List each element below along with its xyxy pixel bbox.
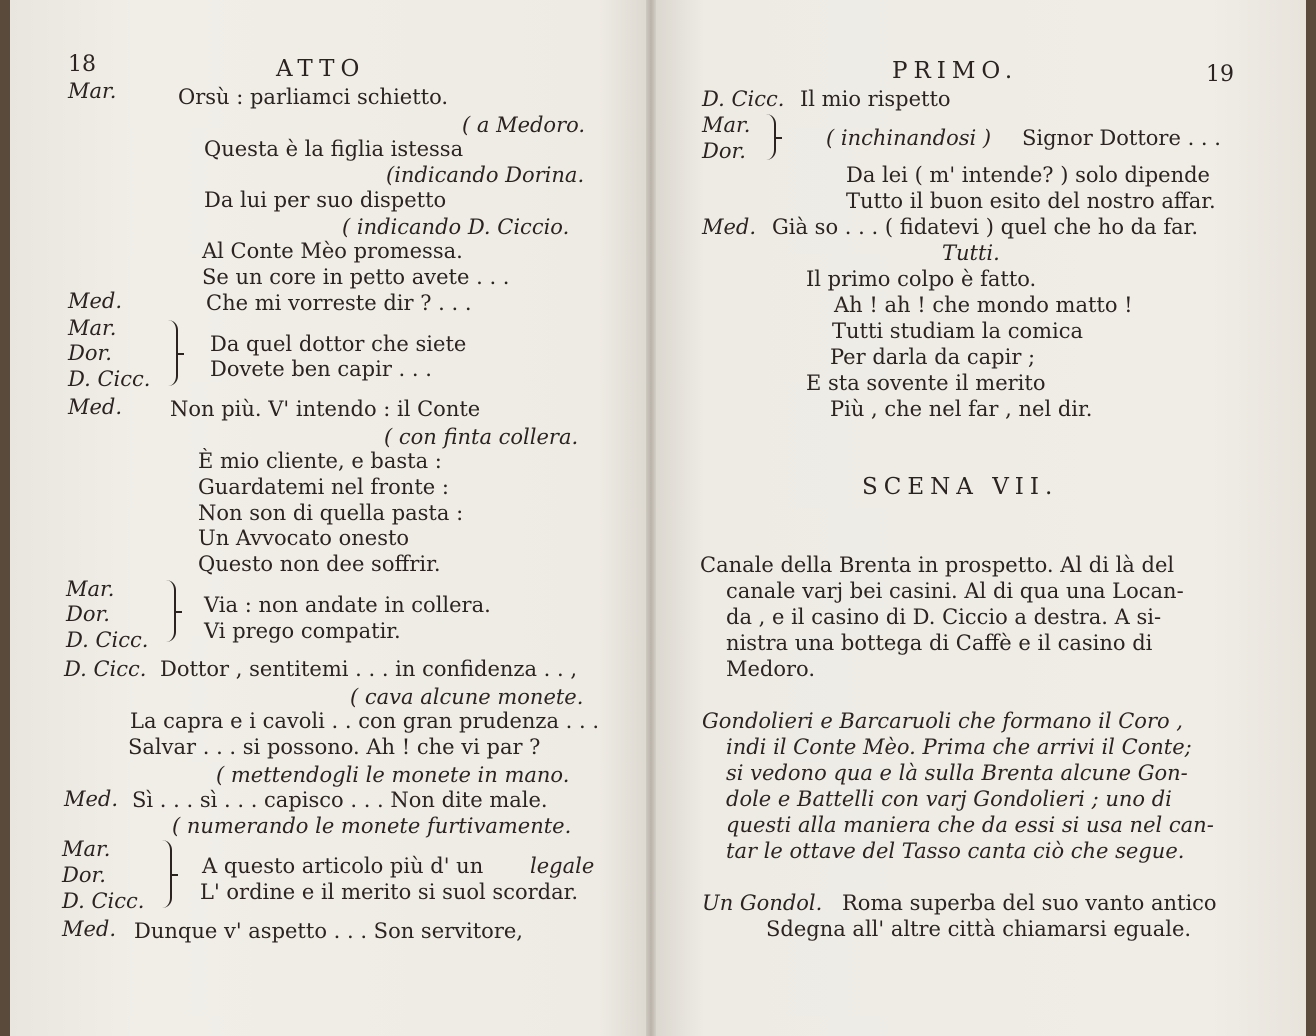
speaker: D. Cicc.	[702, 87, 785, 111]
verse-line: Il primo colpo è fatto.	[806, 267, 1037, 291]
speaker-brace	[162, 320, 178, 386]
running-head: PRIMO.	[892, 58, 1019, 84]
verse-line: Roma superba del suo vanto antico	[842, 891, 1217, 915]
verse-line: Guardatemi nel fronte :	[198, 475, 449, 499]
verse-line: Questa è la figlia istessa	[204, 137, 464, 161]
stage-direction: ( inchinandosi )	[826, 126, 992, 150]
verse-line: Per darla da capir ;	[830, 345, 1036, 369]
verse-line: Questo non dee soffrir.	[198, 552, 441, 576]
scene-heading: SCENA VII.	[862, 474, 1059, 500]
page-number: 18	[68, 52, 96, 77]
verse-line: Non son di quella pasta :	[198, 501, 464, 525]
stage-direction: ( numerando le monete furtivamente.	[172, 814, 572, 838]
speaker: Med.	[702, 215, 757, 239]
verse-line: Via : non andate in collera.	[204, 593, 491, 617]
verse-line: Ah ! ah ! che mondo matto !	[834, 293, 1133, 317]
speaker: Tutti.	[942, 241, 1000, 265]
verse-line: Sdegna all' altre città chiamarsi eguale.	[766, 917, 1192, 941]
verse-line: Da quel dottor che siete	[210, 332, 467, 356]
speaker: Mar.	[66, 577, 115, 601]
stage-direction: (indicando Dorina.	[386, 163, 585, 187]
verse-line-italic: legale	[530, 854, 595, 878]
stage-direction: indi il Conte Mèo. Prima che arrivi il Conte;	[726, 735, 1192, 759]
verse-line: Tutti studiam la comica	[832, 319, 1084, 343]
verse-line: Tutto il buon esito del nostro affar.	[846, 189, 1216, 213]
verse-line: È mio cliente, e basta :	[198, 449, 442, 473]
speaker: Dor.	[68, 341, 112, 365]
verse-line: Dovete ben capir . . .	[210, 357, 432, 381]
verse-line: Dunque v' aspetto . . . Son servitore,	[134, 919, 523, 943]
verse-line: Signor Dottore . . .	[1022, 126, 1221, 150]
speaker: Mar.	[702, 113, 751, 137]
speaker: Med.	[68, 289, 123, 313]
speaker: D. Cicc.	[68, 367, 151, 391]
stage-direction: ( con finta collera.	[384, 425, 579, 449]
speaker: Med.	[64, 787, 119, 811]
speaker: D. Cicc.	[62, 889, 145, 913]
speaker: Med.	[62, 917, 117, 941]
verse-line: A questo articolo più d' un	[202, 854, 484, 878]
verse-line: Orsù : parliamci schietto.	[178, 85, 449, 109]
speaker: Dor.	[66, 602, 110, 626]
speaker: Mar.	[68, 316, 117, 340]
speaker: Med.	[68, 395, 123, 419]
stage-direction: si vedono qua e là sulla Brenta alcune Gon-	[726, 761, 1188, 785]
scene-description: da , e il casino di D. Ciccio a destra. A si-	[726, 605, 1162, 629]
verse-line: Dottor , sentitemi . . . in confidenza . . ,	[160, 657, 578, 681]
verse-line: E sta sovente il merito	[806, 371, 1046, 395]
speaker-brace	[160, 580, 176, 642]
page-number: 19	[1206, 62, 1234, 87]
verse-line: Non più. V' intendo : il Conte	[170, 397, 481, 421]
verse-line: Già so . . . ( fidatevi ) quel che ho da far.	[772, 215, 1199, 239]
speaker: D. Cicc.	[64, 657, 147, 681]
scene-description: Canale della Brenta in prospetto. Al di là del	[700, 553, 1175, 577]
scene-description: nistra una bottega di Caffè e il casino di	[726, 631, 1153, 655]
speaker: Mar.	[62, 837, 111, 861]
stage-direction: ( indicando D. Ciccio.	[342, 215, 570, 239]
speaker: Dor.	[62, 863, 106, 887]
stage-direction: questi alla maniera che da essi si usa nel can-	[726, 813, 1214, 837]
speaker-brace	[760, 114, 776, 160]
verse-line: Il mio rispetto	[800, 87, 951, 111]
stage-direction: Gondolieri e Barcaruoli che formano il Coro ,	[702, 709, 1183, 733]
verse-line: Da lei ( m' intende? ) solo dipende	[846, 163, 1210, 187]
stage-direction: ( mettendogli le monete in mano.	[216, 763, 570, 787]
verse-line: Da lui per suo dispetto	[204, 188, 447, 212]
verse-line: Più , che nel far , nel dir.	[830, 397, 1093, 421]
verse-line: Al Conte Mèo promessa.	[202, 239, 463, 263]
running-head: ATTO	[276, 56, 366, 82]
verse-line: Salvar . . . si possono. Ah ! che vi par ?	[128, 735, 541, 759]
speaker-brace	[156, 840, 172, 908]
verse-line: Sì . . . sì . . . capisco . . . Non dite male.	[132, 788, 548, 812]
speaker: Dor.	[702, 139, 746, 163]
scene-description: canale varj bei casini. Al di qua una Locan-	[726, 579, 1184, 603]
scene-description: Medoro.	[726, 657, 816, 681]
speaker: D. Cicc.	[66, 628, 149, 652]
speaker: Un Gondol.	[702, 891, 823, 915]
speaker: Mar.	[68, 79, 117, 103]
verse-line: Che mi vorreste dir ? . . .	[206, 291, 472, 315]
stage-direction: tar le ottave del Tasso canta ciò che segue.	[726, 839, 1185, 863]
book-gutter	[646, 0, 656, 1036]
verse-line: Vi prego compatir.	[204, 619, 401, 643]
stage-direction: ( cava alcune monete.	[350, 685, 584, 709]
right-page	[652, 0, 1306, 1036]
stage-direction: dole e Battelli con varj Gondolieri ; uno di	[726, 787, 1172, 811]
stage-direction: ( a Medoro.	[462, 113, 586, 137]
verse-line: La capra e i cavoli . . con gran prudenza . . .	[130, 709, 600, 733]
verse-line: Un Avvocato onesto	[198, 526, 410, 550]
verse-line: L' ordine e il merito si suol scordar.	[200, 880, 579, 904]
verse-line: Se un core in petto avete . . .	[202, 265, 510, 289]
